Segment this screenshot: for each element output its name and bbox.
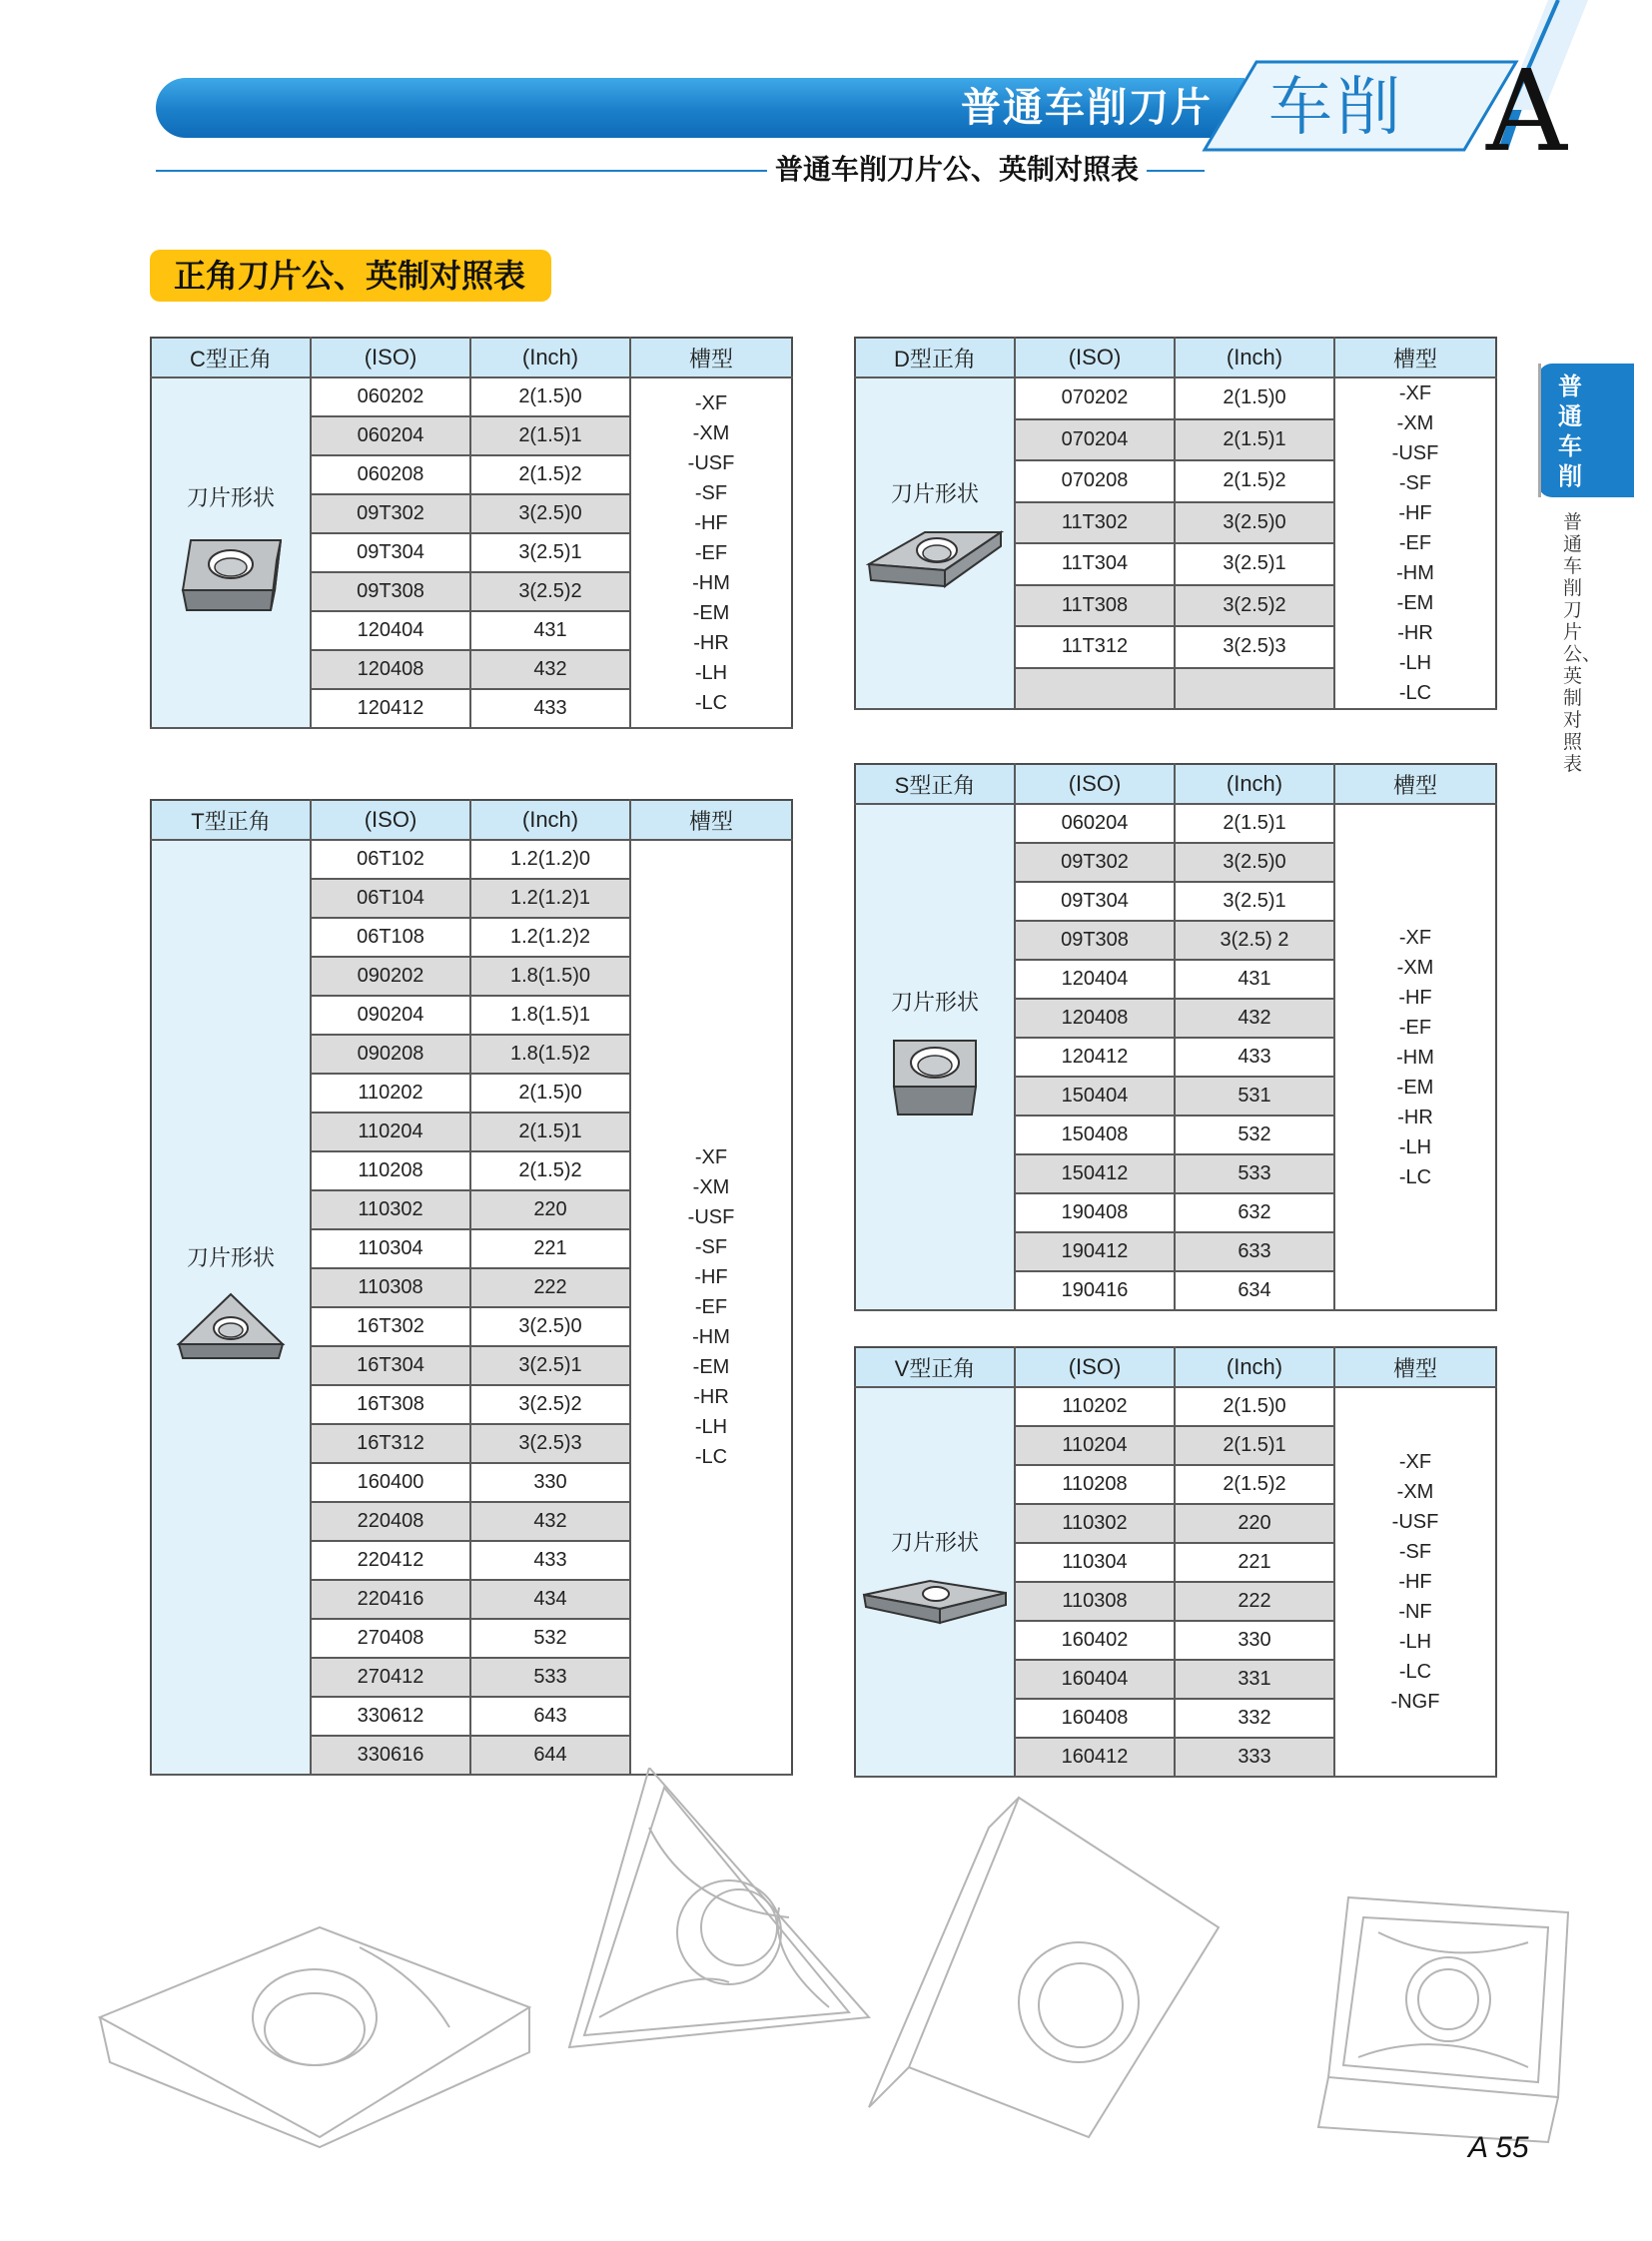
inch-cell: 2(1.5)2 <box>470 455 630 494</box>
inch-cell: 3(2.5)2 <box>470 572 630 611</box>
inch-cell: 222 <box>1175 1582 1334 1621</box>
table-s-type <box>854 763 1497 1311</box>
groove-item: -HR <box>693 631 729 654</box>
iso-cell: 160412 <box>1015 1738 1175 1777</box>
groove-item: -LC <box>1398 1165 1432 1188</box>
iso-cell: 120412 <box>311 689 470 728</box>
side-vertical-text: 普通车削刀片公、英制对照表 <box>1563 511 1602 775</box>
square-chipbreaker-insert-drawing <box>1318 1897 1568 2142</box>
iso-cell: 120408 <box>311 650 470 689</box>
table-row <box>151 840 792 879</box>
inch-cell: 532 <box>1175 1116 1334 1154</box>
col-header-groove: 槽型 <box>1334 764 1496 804</box>
groove-item: -SF <box>694 481 728 504</box>
inch-cell: 2(1.5)1 <box>1175 804 1334 843</box>
iso-cell: 110208 <box>311 1151 470 1190</box>
inch-cell: 2(1.5)1 <box>470 416 630 455</box>
inch-cell: 331 <box>1175 1660 1334 1699</box>
groove-item: -HM <box>1396 1046 1434 1069</box>
trigon-insert-drawing <box>869 1798 1219 2137</box>
inch-cell: 432 <box>470 1502 630 1541</box>
iso-cell: 11T308 <box>1015 585 1175 627</box>
iso-cell: 220408 <box>311 1502 470 1541</box>
iso-cell: 09T308 <box>311 572 470 611</box>
col-header-groove: 槽型 <box>1334 1347 1496 1387</box>
insert-t-icon <box>171 1351 291 1373</box>
insert-s-icon <box>880 1106 990 1127</box>
iso-cell: 110308 <box>311 1268 470 1307</box>
groove-item: -USF <box>1391 442 1439 464</box>
col-header-type: T型正角 <box>151 800 311 840</box>
iso-cell: 150404 <box>1015 1077 1175 1116</box>
inch-cell: 2(1.5)0 <box>1175 377 1334 419</box>
col-header-inch: (Inch) <box>1175 764 1334 804</box>
groove-item: -LH <box>1398 652 1432 674</box>
groove-item: -LH <box>694 661 728 684</box>
square-insert-drawing <box>100 1927 529 2147</box>
groove-item: -EM <box>1396 592 1434 614</box>
shape-label: 刀片形状 <box>186 485 275 510</box>
groove-item: -USF <box>687 1206 735 1228</box>
section-title: 正角刀片公、英制对照表 <box>150 250 551 302</box>
inch-cell: 634 <box>1175 1271 1334 1310</box>
groove-item: -XF <box>1398 1451 1432 1473</box>
table-d-type <box>854 337 1497 710</box>
inch-cell: 221 <box>470 1229 630 1268</box>
groove-item: -XM <box>1396 1481 1434 1503</box>
inch-cell: 2(1.5)1 <box>1175 1426 1334 1465</box>
iso-cell: 110204 <box>311 1113 470 1151</box>
col-header-inch: (Inch) <box>470 800 630 840</box>
table-row <box>855 1387 1496 1426</box>
inch-cell: 221 <box>1175 1543 1334 1582</box>
groove-item: -LH <box>1398 1135 1432 1158</box>
groove-item: -EM <box>1396 1076 1434 1099</box>
groove-item: -XF <box>1398 382 1432 404</box>
inch-cell: 2(1.5)2 <box>1175 1465 1334 1504</box>
inch-cell: 2(1.5)0 <box>1175 1387 1334 1426</box>
groove-item: -XM <box>1396 412 1434 434</box>
iso-cell: 070204 <box>1015 419 1175 461</box>
inch-cell: 432 <box>1175 999 1334 1038</box>
iso-cell: 16T304 <box>311 1346 470 1385</box>
iso-cell: 160404 <box>1015 1660 1175 1699</box>
groove-item: -EF <box>694 1296 728 1318</box>
iso-cell: 16T302 <box>311 1307 470 1346</box>
chapter-letter: A <box>1486 47 1567 177</box>
inch-cell: 220 <box>470 1190 630 1229</box>
groove-item: -HF <box>1398 986 1432 1009</box>
inch-cell: 3(2.5)2 <box>470 1385 630 1424</box>
groove-item: -HF <box>1398 502 1432 524</box>
inch-cell: 3(2.5)3 <box>470 1424 630 1463</box>
groove-cell <box>630 840 792 1775</box>
iso-cell: 090202 <box>311 957 470 996</box>
iso-cell: 070208 <box>1015 460 1175 502</box>
inch-cell: 2(1.5)1 <box>470 1113 630 1151</box>
groove-item: -HF <box>1398 1571 1432 1593</box>
groove-item: -XF <box>694 391 728 414</box>
inch-cell: 3(2.5)0 <box>470 1307 630 1346</box>
insert-shape-cell <box>151 377 311 728</box>
iso-cell: 09T304 <box>1015 882 1175 921</box>
groove-item: -HM <box>692 1326 730 1348</box>
groove-item: -XF <box>1398 926 1432 949</box>
col-header-type: V型正角 <box>855 1347 1015 1387</box>
iso-cell <box>1015 668 1175 710</box>
groove-item: -XF <box>694 1146 728 1168</box>
groove-item: -LC <box>1398 1661 1432 1683</box>
col-header-inch: (Inch) <box>470 338 630 377</box>
insert-c-icon <box>171 601 291 623</box>
iso-cell: 11T304 <box>1015 543 1175 585</box>
header-category: 车削 <box>1268 71 1404 145</box>
inch-cell: 333 <box>1175 1738 1334 1777</box>
iso-cell: 160400 <box>311 1463 470 1502</box>
iso-cell: 09T302 <box>311 494 470 533</box>
iso-cell: 120408 <box>1015 999 1175 1038</box>
table-row <box>855 804 1496 843</box>
groove-item: -SF <box>694 1236 728 1258</box>
inch-cell: 643 <box>470 1697 630 1736</box>
col-header-inch: (Inch) <box>1175 1347 1334 1387</box>
col-header-groove: 槽型 <box>630 338 792 377</box>
inch-cell: 3(2.5) 2 <box>1175 921 1334 960</box>
groove-item: -SF <box>1398 472 1432 494</box>
inch-cell: 3(2.5)0 <box>470 494 630 533</box>
col-header-type: D型正角 <box>855 338 1015 377</box>
groove-item: -XM <box>692 1176 730 1198</box>
shape-label: 刀片形状 <box>890 990 979 1015</box>
inch-cell: 2(1.5)0 <box>470 1074 630 1113</box>
groove-item: -XM <box>692 421 730 444</box>
iso-cell: 150412 <box>1015 1154 1175 1193</box>
insert-shape-cell <box>151 840 311 1775</box>
side-tab-label: 普通车削 <box>1558 373 1582 490</box>
insert-shape-cell <box>855 1387 1015 1777</box>
inch-cell: 1.8(1.5)2 <box>470 1035 630 1074</box>
inch-cell: 330 <box>1175 1621 1334 1660</box>
table-row <box>855 377 1496 419</box>
iso-cell: 110202 <box>1015 1387 1175 1426</box>
iso-cell: 16T308 <box>311 1385 470 1424</box>
iso-cell: 110304 <box>311 1229 470 1268</box>
groove-item: -USF <box>687 451 735 474</box>
groove-item: -LH <box>1398 1631 1432 1653</box>
header-subtitle: 普通车削刀片公、英制对照表 <box>767 150 1147 190</box>
groove-item: -HM <box>692 571 730 594</box>
iso-cell: 330612 <box>311 1697 470 1736</box>
inch-cell: 533 <box>1175 1154 1334 1193</box>
shape-label: 刀片形状 <box>890 1529 979 1555</box>
iso-cell: 110204 <box>1015 1426 1175 1465</box>
groove-item: -EM <box>692 601 730 624</box>
header-category-shape <box>1179 0 1652 177</box>
groove-item: -HM <box>1396 562 1434 584</box>
inch-cell: 644 <box>470 1736 630 1775</box>
inch-cell: 3(2.5)3 <box>1175 626 1334 668</box>
groove-item: -NF <box>1398 1601 1432 1623</box>
iso-cell: 060202 <box>311 377 470 416</box>
iso-cell: 06T108 <box>311 918 470 957</box>
table-c-type <box>150 337 793 729</box>
header-title: 普通车削刀片 <box>961 85 1213 131</box>
groove-item: -LC <box>694 691 728 714</box>
iso-cell: 09T308 <box>1015 921 1175 960</box>
groove-item: -LH <box>694 1416 728 1438</box>
inch-cell: 1.8(1.5)1 <box>470 996 630 1035</box>
groove-item: -EM <box>692 1356 730 1378</box>
inch-cell: 532 <box>470 1619 630 1658</box>
inch-cell <box>1175 668 1334 710</box>
groove-item: -HR <box>693 1386 729 1408</box>
groove-cell <box>1334 804 1496 1310</box>
iso-cell: 120404 <box>311 611 470 650</box>
groove-cell <box>630 377 792 728</box>
inch-cell: 431 <box>1175 960 1334 999</box>
inch-cell: 2(1.5)1 <box>1175 419 1334 461</box>
groove-item: -LC <box>1398 682 1432 704</box>
insert-d-icon <box>865 587 1005 609</box>
iso-cell: 16T312 <box>311 1424 470 1463</box>
groove-cell <box>1334 1387 1496 1777</box>
inch-cell: 330 <box>470 1463 630 1502</box>
inch-cell: 3(2.5)0 <box>1175 502 1334 544</box>
inch-cell: 3(2.5)1 <box>470 1346 630 1385</box>
groove-item: -EF <box>1398 532 1432 554</box>
iso-cell: 190412 <box>1015 1232 1175 1271</box>
groove-item: -HF <box>694 511 728 534</box>
inch-cell: 332 <box>1175 1699 1334 1738</box>
insert-shape-cell <box>855 804 1015 1310</box>
iso-cell: 090208 <box>311 1035 470 1074</box>
iso-cell: 120412 <box>1015 1038 1175 1077</box>
groove-item: -USF <box>1391 1511 1439 1533</box>
inch-cell: 2(1.5)0 <box>470 377 630 416</box>
triangle-insert-drawing <box>569 1768 869 2047</box>
table-t-type <box>150 799 793 1776</box>
iso-cell: 060204 <box>1015 804 1175 843</box>
inch-cell: 431 <box>470 611 630 650</box>
iso-cell: 220412 <box>311 1541 470 1580</box>
iso-cell: 06T104 <box>311 879 470 918</box>
iso-cell: 160408 <box>1015 1699 1175 1738</box>
side-tab[interactable] <box>1538 364 1634 497</box>
iso-cell: 110302 <box>1015 1504 1175 1543</box>
groove-item: -HF <box>694 1266 728 1288</box>
inch-cell: 632 <box>1175 1193 1334 1232</box>
insert-illustrations <box>90 1768 1608 2187</box>
groove-item: -SF <box>1398 1541 1432 1563</box>
inch-cell: 2(1.5)2 <box>1175 460 1334 502</box>
iso-cell: 190416 <box>1015 1271 1175 1310</box>
groove-item: -HR <box>1397 1106 1433 1128</box>
col-header-type: S型正角 <box>855 764 1015 804</box>
iso-cell: 06T102 <box>311 840 470 879</box>
iso-cell: 160402 <box>1015 1621 1175 1660</box>
shape-label: 刀片形状 <box>890 480 979 506</box>
iso-cell: 09T304 <box>311 533 470 572</box>
inch-cell: 220 <box>1175 1504 1334 1543</box>
iso-cell: 190408 <box>1015 1193 1175 1232</box>
inch-cell: 432 <box>470 650 630 689</box>
table-v-type <box>854 1346 1497 1778</box>
iso-cell: 120404 <box>1015 960 1175 999</box>
iso-cell: 070202 <box>1015 377 1175 419</box>
col-header-iso: (ISO) <box>1015 764 1175 804</box>
groove-cell <box>1334 377 1496 709</box>
groove-item: -HR <box>1397 622 1433 644</box>
shape-label: 刀片形状 <box>186 1244 275 1270</box>
inch-cell: 1.2(1.2)1 <box>470 879 630 918</box>
inch-cell: 433 <box>1175 1038 1334 1077</box>
iso-cell: 110302 <box>311 1190 470 1229</box>
insert-shape-cell <box>855 377 1015 709</box>
inch-cell: 3(2.5)1 <box>1175 882 1334 921</box>
col-header-type: C型正角 <box>151 338 311 377</box>
inch-cell: 533 <box>470 1658 630 1697</box>
iso-cell: 220416 <box>311 1580 470 1619</box>
groove-item: -EF <box>694 541 728 564</box>
inch-cell: 3(2.5)1 <box>1175 543 1334 585</box>
iso-cell: 060208 <box>311 455 470 494</box>
iso-cell: 270408 <box>311 1619 470 1658</box>
col-header-iso: (ISO) <box>1015 1347 1175 1387</box>
col-header-iso: (ISO) <box>311 338 470 377</box>
iso-cell: 110304 <box>1015 1543 1175 1582</box>
table-row <box>151 377 792 416</box>
inch-cell: 3(2.5)2 <box>1175 585 1334 627</box>
col-header-groove: 槽型 <box>630 800 792 840</box>
inch-cell: 222 <box>470 1268 630 1307</box>
iso-cell: 11T302 <box>1015 502 1175 544</box>
groove-item: -EF <box>1398 1016 1432 1039</box>
col-header-iso: (ISO) <box>311 800 470 840</box>
iso-cell: 330616 <box>311 1736 470 1775</box>
groove-item: -NGF <box>1390 1691 1440 1713</box>
iso-cell: 150408 <box>1015 1116 1175 1154</box>
col-header-iso: (ISO) <box>1015 338 1175 377</box>
col-header-groove: 槽型 <box>1334 338 1496 377</box>
iso-cell: 09T302 <box>1015 843 1175 882</box>
inch-cell: 2(1.5)2 <box>470 1151 630 1190</box>
col-header-inch: (Inch) <box>1175 338 1334 377</box>
inch-cell: 3(2.5)1 <box>470 533 630 572</box>
iso-cell: 11T312 <box>1015 626 1175 668</box>
iso-cell: 060204 <box>311 416 470 455</box>
groove-item: -LC <box>694 1446 728 1468</box>
inch-cell: 3(2.5)0 <box>1175 843 1334 882</box>
side-tab-divider <box>1538 364 1541 497</box>
groove-item: -XM <box>1396 956 1434 979</box>
inch-cell: 434 <box>470 1580 630 1619</box>
iso-cell: 110208 <box>1015 1465 1175 1504</box>
insert-v-icon <box>860 1616 1010 1638</box>
inch-cell: 433 <box>470 689 630 728</box>
iso-cell: 110308 <box>1015 1582 1175 1621</box>
inch-cell: 433 <box>470 1541 630 1580</box>
inch-cell: 531 <box>1175 1077 1334 1116</box>
inch-cell: 633 <box>1175 1232 1334 1271</box>
page-number: A 55 <box>1468 2131 1529 2164</box>
iso-cell: 110202 <box>311 1074 470 1113</box>
iso-cell: 090204 <box>311 996 470 1035</box>
iso-cell: 270412 <box>311 1658 470 1697</box>
inch-cell: 1.2(1.2)2 <box>470 918 630 957</box>
inch-cell: 1.8(1.5)0 <box>470 957 630 996</box>
inch-cell: 1.2(1.2)0 <box>470 840 630 879</box>
